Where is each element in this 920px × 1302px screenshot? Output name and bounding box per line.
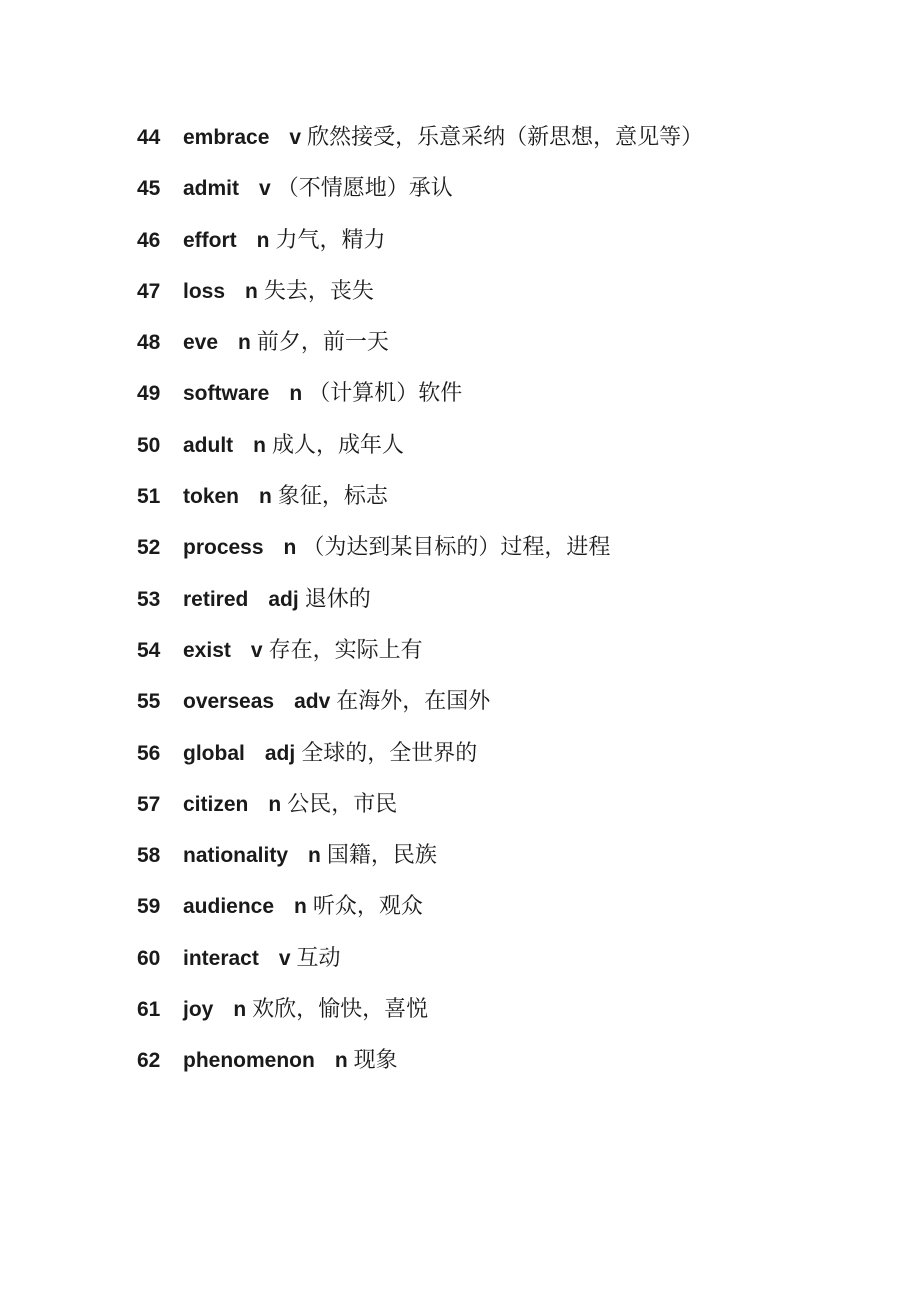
entry-number: 54 [137,638,161,662]
entry-word: phenomenon [183,1049,315,1073]
vocab-entry [137,164,920,215]
vocab-entry [137,626,920,677]
entry-pos: n [289,382,303,406]
entry-number: 57 [137,792,161,816]
entry-number: 51 [137,485,161,509]
vocab-entry [137,267,920,318]
vocab-entry [137,472,920,523]
entry-word: loss [183,279,226,303]
entry-number: 59 [137,895,161,919]
entry-number: 46 [137,228,161,252]
vocab-entry [137,882,920,933]
entry-meaning: 存在，实际上有 [268,636,423,662]
vocab-entry [137,985,920,1036]
entry-number: 55 [137,690,161,714]
entry-number: 49 [137,382,161,406]
entry-number: 56 [137,741,161,765]
entry-meaning: 前夕，前一天 [256,329,389,355]
entry-meaning: （计算机）软件 [308,380,463,406]
vocab-entry [137,113,920,164]
entry-pos: n [256,228,270,252]
entry-word: retired [183,587,249,611]
entry-pos: n [294,895,307,919]
entry-number: 52 [137,536,161,560]
entry-meaning: 力气，精力 [275,226,386,252]
entry-meaning: 欣然接受，乐意采纳（新思想，意见等） [307,124,704,149]
entry-word: citizen [183,792,249,816]
vocab-entry [137,575,920,626]
entry-pos: v [289,126,302,149]
entry-meaning: 现象 [353,1047,398,1073]
entry-number: 47 [137,279,161,303]
entry-meaning: 欢欣，愉快，喜悦 [252,996,429,1022]
entry-number: 50 [137,433,161,457]
vocab-entry [137,831,920,882]
entry-pos: v [250,638,263,662]
entry-meaning: 成人，成年人 [272,431,405,457]
entry-pos: adv [294,690,331,714]
entry-meaning: 国籍，民族 [326,842,437,868]
entry-word: process [183,536,264,560]
entry-pos: v [278,946,291,970]
entry-pos: n [268,792,282,816]
entry-word: eve [183,331,219,355]
entry-pos: n [253,433,266,457]
entry-pos: v [259,177,271,201]
vocab-entry [137,1036,920,1087]
entry-meaning: 失去，丧失 [263,277,374,303]
entry-meaning: 退休的 [304,585,371,611]
vocab-entry [137,934,920,985]
vocab-entry [137,523,920,574]
entry-word: token [183,485,240,509]
vocab-entry [137,318,920,369]
entry-meaning: 在海外，在国外 [336,688,491,714]
entry-pos: adj [264,741,296,765]
entry-pos: n [245,279,258,303]
entry-meaning: 听众，观众 [312,893,423,919]
entry-pos: n [233,998,247,1022]
entry-meaning: 公民，市民 [287,790,398,816]
entry-word: nationality [183,844,289,868]
entry-word: software [183,382,270,406]
entry-number: 60 [137,946,161,970]
entry-meaning: 互动 [296,944,341,970]
entry-pos: n [334,1049,348,1073]
entry-word: admit [183,177,240,201]
entry-word: embrace [183,126,270,149]
vocab-entry [137,369,920,420]
entry-word: interact [183,946,259,970]
entry-pos: n [259,485,272,509]
entry-meaning: 全球的，全世界的 [301,739,478,765]
entry-number: 62 [137,1049,161,1073]
entry-number: 58 [137,844,161,868]
entry-number: 53 [137,587,161,611]
entry-meaning: （不情愿地）承认 [276,175,453,201]
entry-number: 44 [137,126,161,149]
entry-word: global [183,741,245,765]
entry-word: exist [183,638,231,662]
entry-word: audience [183,895,275,919]
entry-pos: n [238,331,251,355]
entry-pos: n [283,536,297,560]
entry-pos: n [308,844,321,868]
vocab-entry [137,677,920,728]
entry-word: joy [183,998,214,1022]
entry-number: 45 [137,177,161,201]
entry-meaning: 象征，标志 [277,483,388,509]
entry-meaning: （为达到某目标的）过程，进程 [302,534,611,560]
entry-pos: adj [268,587,299,611]
entry-number: 48 [137,331,161,355]
entry-word: overseas [183,690,275,714]
vocab-entry [137,729,920,780]
entry-word: adult [183,433,234,457]
vocab-entry [137,216,920,267]
vocab-entry [137,780,920,831]
entry-word: effort [183,228,237,252]
vocab-entry [137,421,920,472]
entry-number: 61 [137,998,161,1022]
